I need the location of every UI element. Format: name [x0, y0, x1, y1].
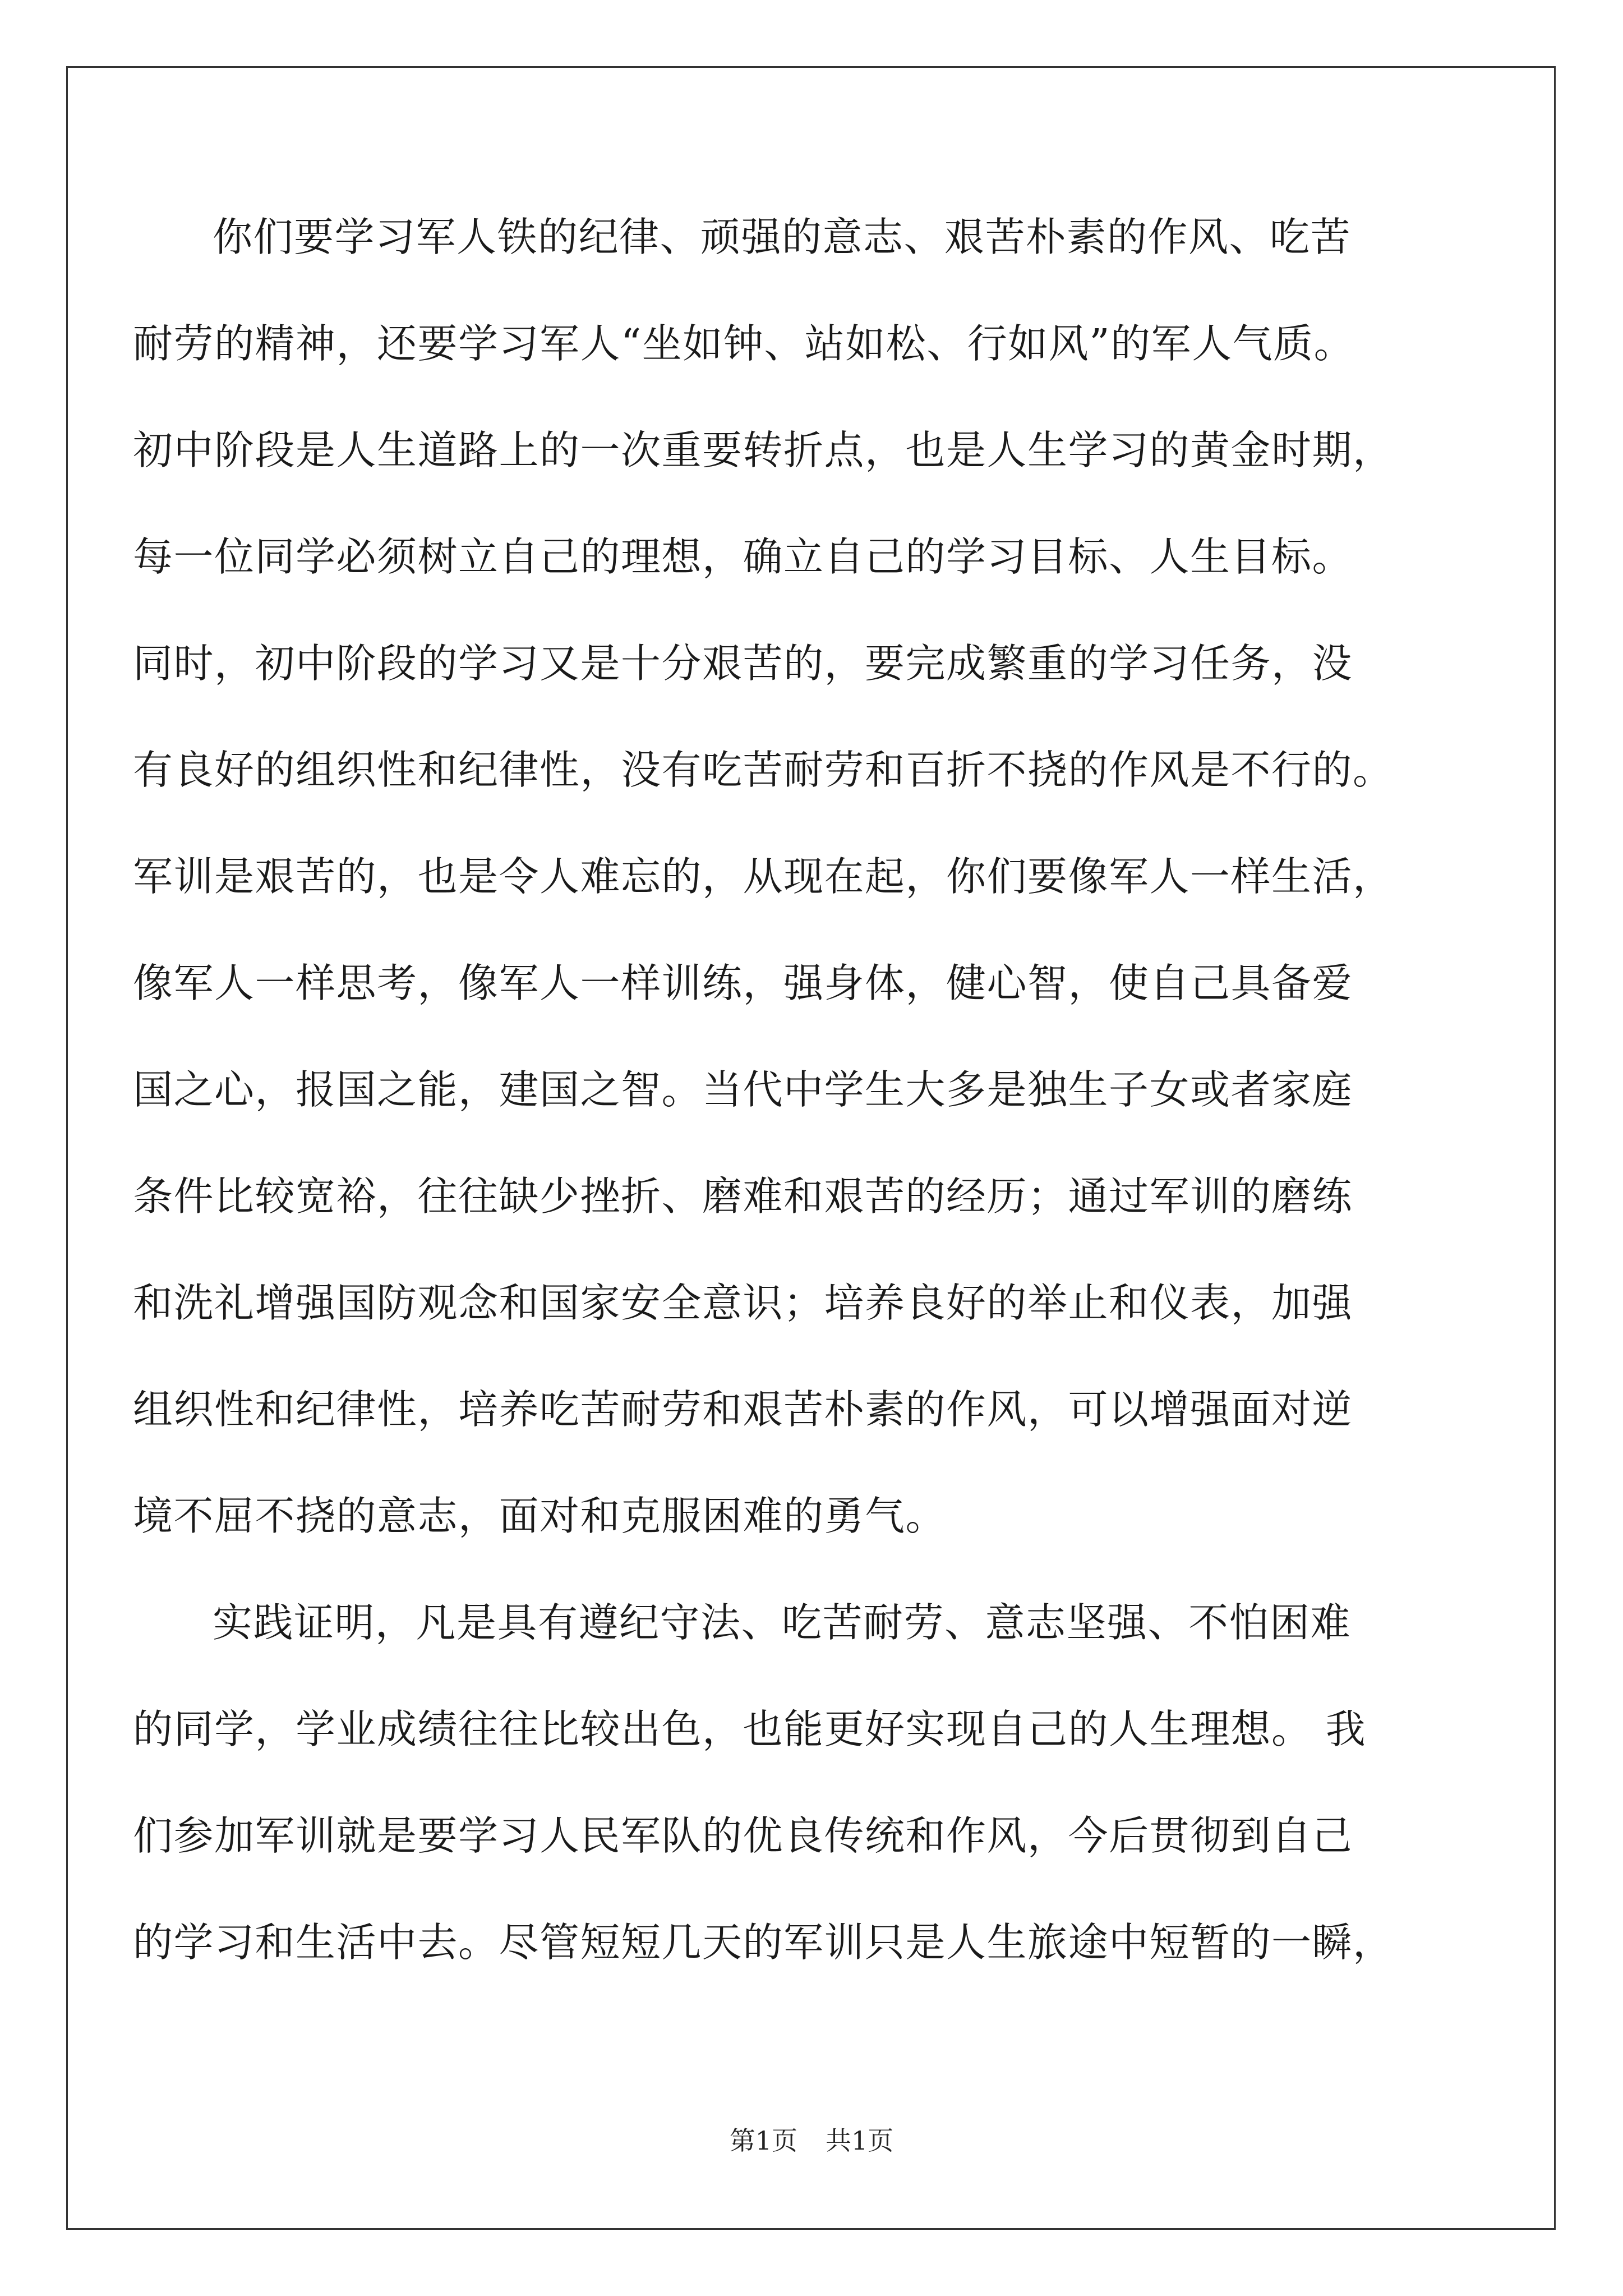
text-line: 耐劳的精神，还要学习军人“坐如钟、站如松、行如风”的军人气质。 — [133, 320, 1355, 367]
text-line: 初中阶段是人生道路上的一次重要转折点，也是人生学习的黄金时期， — [133, 427, 1394, 473]
document-body — [133, 206, 1428, 2018]
page-number: 第1页 — [729, 2125, 797, 2156]
text-line: 同时，初中阶段的学习又是十分艰苦的，要完成繁重的学习任务，没 — [133, 640, 1353, 687]
text-line: 实践证明，凡是具有遵纪守法、吃苦耐劳、意志坚强、不怕困难 — [213, 1599, 1352, 1646]
text-line: 们参加军训就是要学习人民军队的优良传统和作风，今后贯彻到自己 — [133, 1812, 1353, 1859]
text-line: 每一位同学必须树立自己的理想，确立自己的学习目标、人生目标。 — [133, 533, 1353, 580]
text-line: 组织性和纪律性，培养吃苦耐劳和艰苦朴素的作风，可以增强面对逆 — [133, 1386, 1353, 1433]
text-line: 国之心，报国之能，建国之智。当代中学生大多是独生子女或者家庭 — [133, 1066, 1353, 1113]
page-total: 共1页 — [826, 2125, 894, 2156]
text-line: 像军人一样思考，像军人一样训练，强身体，健心智，使自己具备爱 — [133, 960, 1353, 1006]
text-line: 有良好的组织性和纪律性，没有吃苦耐劳和百折不挠的作风是不行的。 — [133, 747, 1394, 793]
text-line: 的学习和生活中去。尽管短短几天的军训只是人生旅途中短暂的一瞬， — [133, 1919, 1394, 1966]
page-footer — [0, 2120, 1623, 2157]
text-line: 和洗礼增强国防观念和国家安全意识；培养良好的举止和仪表，加强 — [133, 1280, 1353, 1326]
text-line: 境不屈不挠的意志，面对和克服困难的勇气。 — [133, 1493, 947, 1539]
text-line: 你们要学习军人铁的纪律、顽强的意志、艰苦朴素的作风、吃苦 — [213, 214, 1352, 260]
text-line: 军训是艰苦的，也是令人难忘的，从现在起，你们要像军人一样生活， — [133, 853, 1394, 900]
text-line: 条件比较宽裕，往往缺少挫折、磨难和艰苦的经历；通过军训的磨练 — [133, 1173, 1353, 1220]
text-line: 的同学，学业成绩往往比较出色，也能更好实现自己的人生理想。 我 — [133, 1706, 1367, 1752]
